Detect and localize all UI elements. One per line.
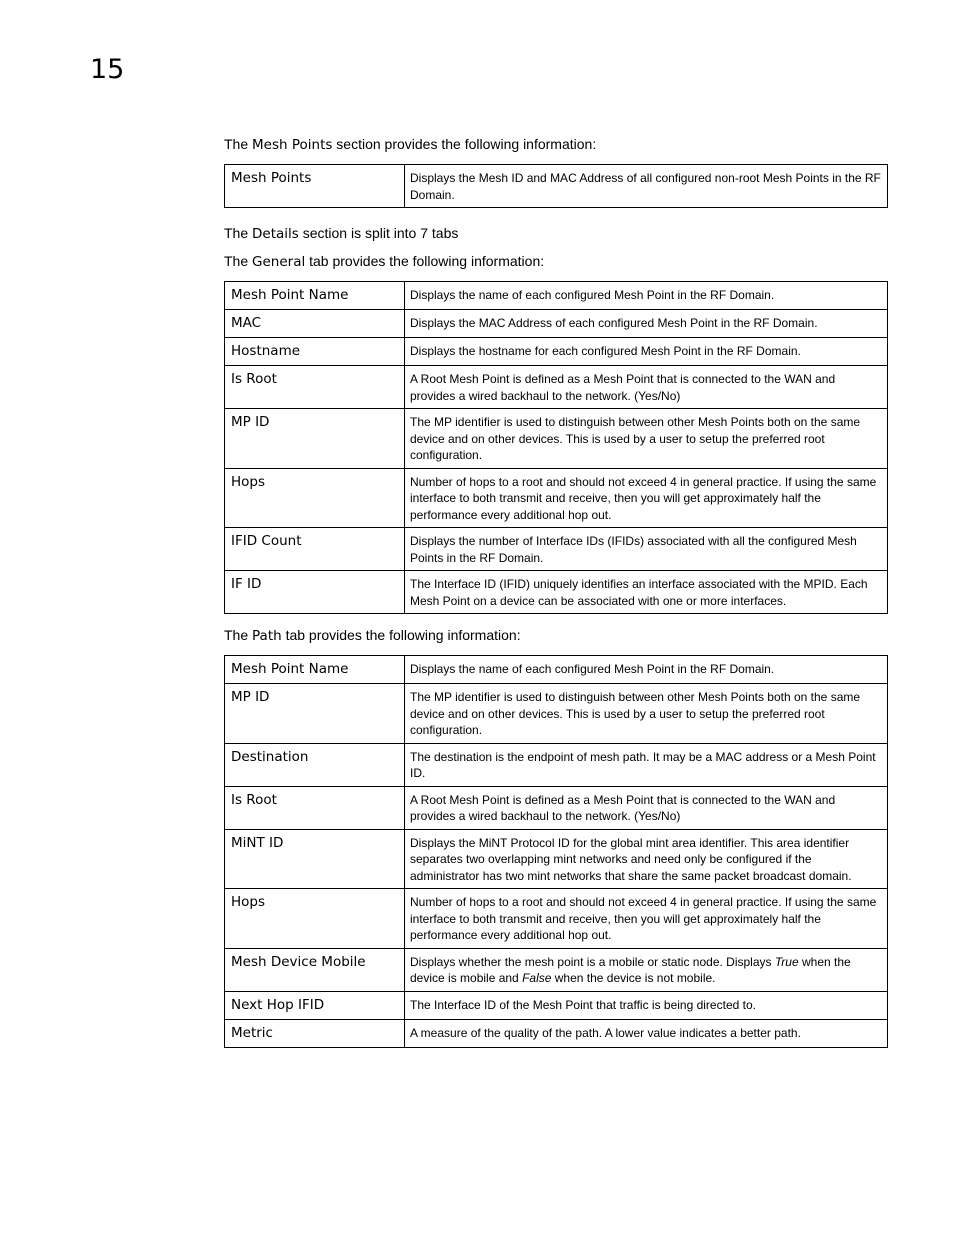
term-cell: Mesh Point Name [225, 656, 405, 684]
description-text: Displays whether the mesh point is a mobile or static node. Displays [410, 954, 775, 969]
description-cell: The MP identifier is used to distinguish between other Mesh Points both on the same device and on other devices. This is used by a user to setup the preferred root configuration. [405, 684, 888, 744]
term-cell: Is Root [225, 786, 405, 829]
mesh-points-table [224, 164, 888, 208]
term-cell: Metric [225, 1019, 405, 1047]
term-cell: MiNT ID [225, 829, 405, 889]
intro-text: The [224, 253, 253, 269]
intro-strong: Details [252, 226, 299, 242]
intro-text: The [224, 225, 253, 241]
table-row [225, 282, 888, 310]
details-intro [224, 224, 458, 243]
table-row [225, 684, 888, 744]
general-intro [224, 252, 544, 271]
term-cell: Destination [225, 743, 405, 786]
term-cell: MAC [225, 310, 405, 338]
term-cell: MP ID [225, 684, 405, 744]
description-cell: Displays the hostname for each configured Mesh Point in the RF Domain. [405, 338, 888, 366]
intro-strong: Path [252, 628, 282, 644]
description-text: when the device is mobile and [410, 954, 851, 985]
description-cell: Number of hops to a root and should not exceed 4 in general practice. If using the same interface to both transmit and receive, then you will get approximately half the performance every additional hop out. [405, 468, 888, 528]
table-row [225, 528, 888, 571]
description-cell: A Root Mesh Point is defined as a Mesh Point that is connected to the WAN and provides a wired backhaul to the network. (Yes/No) [405, 366, 888, 409]
description-cell: The Interface ID (IFID) uniquely identifies an interface associated with the MPID. Each Mesh Point on a device can be associated with one or more interfaces. [405, 571, 888, 614]
intro-text: section provides the following information: [332, 136, 597, 152]
intro-text: tab provides the following information: [305, 253, 545, 269]
table-row [225, 829, 888, 889]
term-cell: IF ID [225, 571, 405, 614]
table-row [225, 310, 888, 338]
intro-strong: General [252, 254, 306, 270]
general-tab-table [224, 281, 888, 614]
table-row [225, 409, 888, 469]
table-row [225, 165, 888, 208]
table-row [225, 786, 888, 829]
intro-text: The [224, 627, 253, 643]
description-cell: Displays the MAC Address of each configured Mesh Point in the RF Domain. [405, 310, 888, 338]
table-row [225, 338, 888, 366]
description-text: when the device is not mobile. [551, 971, 716, 985]
term-cell: Hops [225, 468, 405, 528]
term-cell: Mesh Point Name [225, 282, 405, 310]
description-cell [405, 948, 888, 991]
description-cell: Displays the number of Interface IDs (IFIDs) associated with all the configured Mesh Points in the RF Domain. [405, 528, 888, 571]
chapter-number: 15 [90, 54, 125, 85]
intro-text: The [224, 136, 253, 152]
description-cell: Displays the name of each configured Mesh Point in the RF Domain. [405, 282, 888, 310]
term-cell: MP ID [225, 409, 405, 469]
mesh-points-intro [224, 135, 596, 154]
table-row [225, 468, 888, 528]
description-emphasis: True [774, 954, 799, 969]
description-cell: The destination is the endpoint of mesh path. It may be a MAC address or a Mesh Point ID. [405, 743, 888, 786]
intro-text: tab provides the following information: [281, 627, 521, 643]
description-cell: A Root Mesh Point is defined as a Mesh Point that is connected to the WAN and provides a wired backhaul to the network. (Yes/No) [405, 786, 888, 829]
path-tab-table [224, 655, 888, 1048]
term-cell: Next Hop IFID [225, 991, 405, 1019]
table-row [225, 571, 888, 614]
description-emphasis: False [522, 971, 552, 985]
term-cell: Hops [225, 889, 405, 949]
term-cell: Mesh Device Mobile [225, 948, 405, 991]
description-cell: Displays the Mesh ID and MAC Address of all configured non-root Mesh Points in the RF Domain. [405, 165, 888, 208]
description-cell: A measure of the quality of the path. A lower value indicates a better path. [405, 1019, 888, 1047]
intro-text: section is split into 7 tabs [298, 225, 459, 241]
table-row [225, 656, 888, 684]
table-row [225, 366, 888, 409]
table-row [225, 948, 888, 991]
table-row [225, 743, 888, 786]
intro-strong: Mesh Points [252, 137, 333, 153]
table-row [225, 889, 888, 949]
description-cell: Number of hops to a root and should not exceed 4 in general practice. If using the same interface to both transmit and receive, then you will get approximately half the performance every additional hop out. [405, 889, 888, 949]
table-row [225, 1019, 888, 1047]
description-cell: The MP identifier is used to distinguish between other Mesh Points both on the same device and on other devices. This is used by a user to setup the preferred root configuration. [405, 409, 888, 469]
path-intro [224, 626, 521, 645]
description-cell: Displays the MiNT Protocol ID for the global mint area identifier. This area identifier separates two overlapping mint networks and need only be configured if the administrator has two mint networks that share the same packet broadcast domain. [405, 829, 888, 889]
term-cell: Is Root [225, 366, 405, 409]
term-cell: IFID Count [225, 528, 405, 571]
description-cell: The Interface ID of the Mesh Point that traffic is being directed to. [405, 991, 888, 1019]
term-cell: Mesh Points [225, 165, 405, 208]
term-cell: Hostname [225, 338, 405, 366]
description-cell: Displays the name of each configured Mesh Point in the RF Domain. [405, 656, 888, 684]
table-row [225, 991, 888, 1019]
